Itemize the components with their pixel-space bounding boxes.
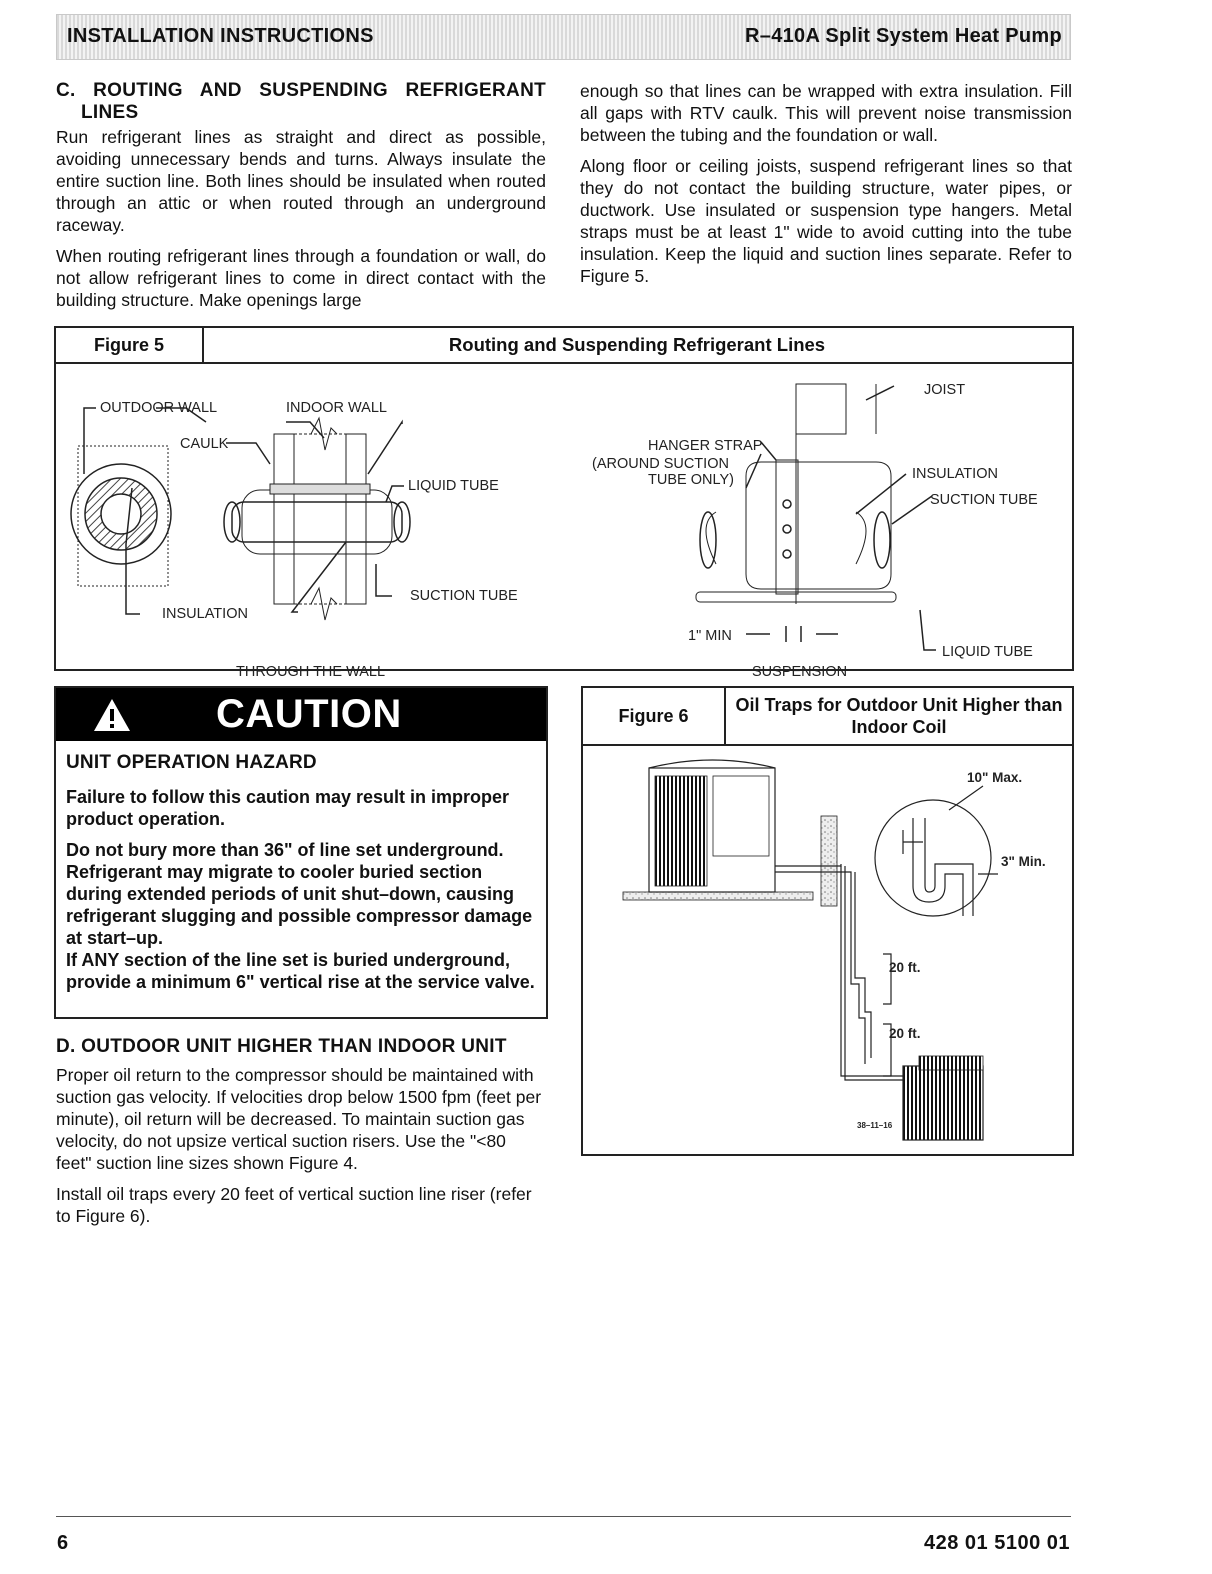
section-d-paragraph-2: Install oil traps every 20 feet of vertical suction line riser (refer to Figure 6). [56,1184,532,1226]
footer-divider [56,1516,1071,1517]
caution-paragraph-1: Failure to follow this caution may result in improper product operation. [66,787,510,829]
caution-banner [56,688,546,741]
figure-6 [581,686,1074,1156]
section-c-paragraph-1: Run refrigerant lines as straight and direct as possible, avoiding unnecessary bends and turns. Always insulate the entire suction line. Both lines should be insulated when routed through an attic or when routed through an underground raceway. [56,127,546,235]
header-right-title: R–410A Split System Heat Pump [745,25,1062,47]
label-insulation-left: INSULATION [162,606,248,622]
section-c-paragraph-3: enough so that lines can be wrapped with extra insulation. Fill all gaps with RTV caulk. This will prevent noise transmission between the tubing and the foundation or wall. [580,81,1072,145]
label-suction-tube-left: SUCTION TUBE [410,588,518,604]
building-wall [821,816,837,906]
label-caulk: CAULK [180,436,229,452]
caution-paragraph-3: If ANY section of the line set is buried underground, provide a minimum 6" vertical rise at the service valve. [66,950,535,992]
tube-through-wall [232,502,402,542]
hanger-strap [776,460,798,594]
outdoor-wall-section [274,434,294,604]
tube-end-inner [101,494,141,534]
label-twenty-ft-1: 20 ft. [889,960,921,975]
label-suction-tube-right: SUCTION TUBE [930,492,1038,508]
section-c-paragraph-4: Along floor or ceiling joists, suspend refrigerant lines so that they do not contact the building structure, water pipes, or ductwork. Use insulated or suspension type hangers. Metal straps must be at least 1" wide to avoid cutting into the tube insulation. Keep the liquid and suction lines separate. Refer to Figure 5. [580,156,1072,286]
figure-5-number: Figure 5 [56,328,204,362]
page-number: 6 [57,1532,69,1554]
section-d-paragraph-1: Proper oil return to the compressor should be maintained with suction gas velocity. If velocities drop below 1500 fpm (feet per minute), oil return will be decreased. To maintain suction gas velocity, do not upsize vertical suction risers. Use the "<80 feet" suction line sizes shown Figure 4. [56,1065,542,1173]
page-header [56,14,1071,60]
figure-5-diagram [56,364,1072,680]
label-hanger-strap-3: TUBE ONLY) [648,472,734,488]
label-hanger-strap-2: (AROUND SUCTION [592,456,729,472]
label-liquid-tube-right: LIQUID TUBE [942,644,1033,660]
caution-hazard-title: UNIT OPERATION HAZARD [66,752,317,773]
indoor-coil [903,1066,983,1140]
caution-title: CAUTION [216,692,402,736]
leader-outdoor-wall [84,408,96,474]
section-c-left [56,80,546,320]
label-through-the-wall: THROUGH THE WALL [236,664,386,680]
figure-5 [54,326,1074,680]
header-left-title: INSTALLATION INSTRUCTIONS [67,25,374,47]
label-ten-inch-max: 10" Max. [967,770,1023,785]
document-number: 428 01 5100 01 [923,1532,1070,1554]
section-c-paragraph-2: When routing refrigerant lines through a foundation or wall, do not allow refrigerant lines to come in direct contact with the building structure. Make openings large [56,246,546,310]
label-figure-code: 38–11–16 [857,1121,893,1130]
figure-5-header [56,328,1072,364]
caution-box [54,686,548,1019]
caution-paragraph-2: Do not bury more than 36" of line set underground. Refrigerant may migrate to cooler buried section during extended periods of unit shut–down, causing refrigerant slugging and possible compressor damage at start–up. [66,840,533,948]
section-c-heading-line2: LINES [81,102,139,123]
section-d [56,1036,546,1236]
section-d-heading: D. OUTDOOR UNIT HIGHER THAN INDOOR UNIT [56,1036,507,1057]
figure-6-title: Oil Traps for Outdoor Unit Higher than Indoor Coil [726,688,1072,746]
label-indoor-wall: INDOOR WALL [286,400,387,416]
section-c-heading-line1: C. ROUTING AND SUSPENDING REFRIGERANT [56,80,546,101]
indoor-wall-section [346,434,366,604]
figure-6-diagram [583,746,1072,1154]
label-outdoor-wall: OUTDOOR WALL [100,400,218,416]
warning-triangle-icon [92,697,132,733]
label-liquid-tube-left: LIQUID TUBE [408,478,499,494]
label-one-inch-min: 1" MIN [688,628,732,644]
caution-body [66,752,536,993]
label-twenty-ft-2: 20 ft. [889,1026,921,1041]
label-three-inch-min: 3" Min. [1001,854,1046,869]
figure-6-number: Figure 6 [583,688,726,746]
section-c-right [580,80,1072,296]
label-hanger-strap-1: HANGER STRAP [648,438,763,454]
label-insulation-right: INSULATION [912,466,998,482]
label-suspension: SUSPENSION [752,664,848,680]
ground-slab [623,892,813,900]
label-joist: JOIST [924,382,966,398]
figure-5-title: Routing and Suspending Refrigerant Lines [448,334,826,355]
